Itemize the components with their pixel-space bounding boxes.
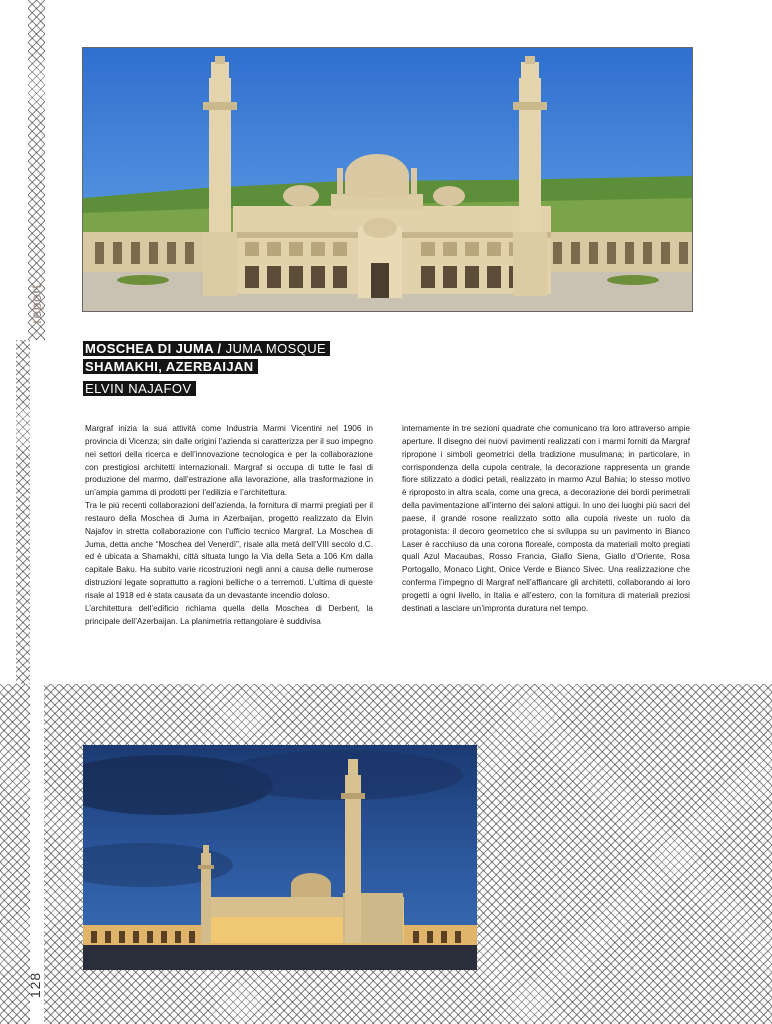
title-english: JUMA MOSQUE [225, 341, 327, 356]
body-text-left: Margraf inizia la sua attività come Industria Marmi Vicentini nel 1906 in provincia di Vicenza; sin dalle origini l’azienda si caratterizza per il suo impegno nei settori della ricerca e dell’innovazione tecnologica e per la collaborazione con prestigiosi architetti internazionali. Margraf si occupa di tutte le fasi di produzione del marmo, dall’estrazione alla lavorazione, alla trasformazione in un’ampia gamma di prodotti per l’edilizia e l’architettura. Tra le più recenti collaborazioni dell’azienda, la fornitura di marmi pregiati per il restauro della Moschea di Juma in Azerbaijan, progetto realizzato da Elvin Najafov in stretta collaborazione con l’ufficio tecnico Margraf. La Moschea di Juma, detta anche “Moschea del Venerdì”, risale alla metà dell’VIII secolo d.C. ed è ubicata a Shamakhi, città situata lungo la Via della Seta a 106 Km dalla capitale Baku. Ha subito varie ricostruzioni negli anni a causa delle numerose distruzioni legate soprattutto a ragioni belliche o a terremoti. L’ultima di queste risale al 1918 ed è stata causata da un devastante incendio doloso. L’architettura dell’edificio richiama quella della Moschea di Derbent, la principale dell’Azerbaijan. La planimetria rettangolare è suddivisa [85, 424, 373, 626]
page-number [24, 962, 46, 1008]
mosque-night-image [83, 745, 477, 970]
mosque-day-photo [82, 47, 693, 312]
title-line-1 [83, 341, 330, 356]
article-title [83, 340, 330, 376]
mosque-day-image [83, 48, 693, 312]
title-location: SHAMAKHI, AZERBAIJAN [83, 359, 258, 374]
section-label [26, 268, 46, 340]
title-italian: MOSCHEA DI JUMA / [85, 341, 222, 356]
section-label-text: report [28, 284, 45, 324]
crosshatch-pattern-side [16, 340, 30, 684]
body-text-right: internamente in tre sezioni quadrate che comunicano tra loro attraverso ampie aperture. Il disegno dei nuovi pavimenti realizzati con i marmi forniti da Margraf ripropone i simboli geometrici della tradizione musulmana; in particolare, in corrispondenza della cupola centrale, la decorazione rappresenta un grande fiore stilizzato a dodici petali, realizzato in marmo Azul Bahia; lo stesso motivo è riproposto in altra scala, come una greca, a decorazione dei bordi perimetrali della pavimentazione all’interno dei saloni attigui. In uno dei luoghi più sacri del paese, il grande rosone realizzato sotto alla cupola riveste un ruolo da protagonista: il decoro geometrico che si sviluppa su un pavimento in Bianco Laser è racchiuso da una corona floreale, composta da materiali molto pregiati quali Azul Macaubas, Rosso Francia, Giallo Siena, Giallo d’Oriente, Rosa Portogallo, Monaco Light, Onice Verde e Bianco Sivec. Una realizzazione che conferma l’impegno di Margraf nell’affiancare gli architetti, collaborando ai loro progetti a ogni livello, in Italia e all’estero, con la fornitura di materiali preziosi destinati a lasciare un’impronta duratura nel tempo. [402, 424, 690, 613]
body-text-left-column [85, 423, 373, 629]
page-number-text: 128 [27, 971, 44, 999]
mosque-night-photo [83, 745, 477, 970]
author-name: ELVIN NAJAFOV [83, 381, 196, 396]
body-text-right-column [402, 423, 690, 616]
